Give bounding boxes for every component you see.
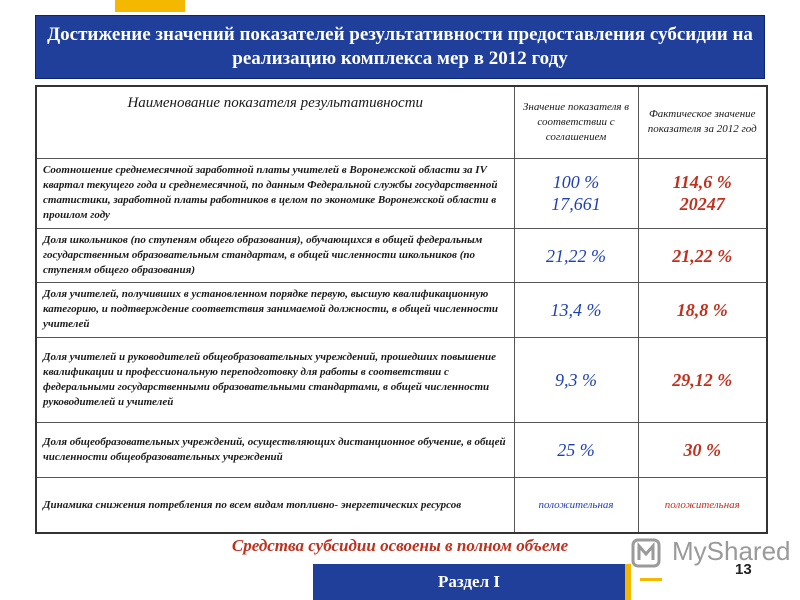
indicator-name: Динамика снижения потребления по всем видам топливно- энергетических ресурсов (36, 478, 514, 533)
plan-value-line: 100 % (552, 172, 600, 193)
plan-value (514, 158, 638, 228)
indicator-name: Доля школьников (по ступеням общего образования), обучающихся в общей федеральным государственным образовательным стандартам, в общей численности школьников (по ступеням общего образования) (36, 229, 514, 283)
column-header-plan: Значение показателя в соответствии с соглашением (514, 86, 638, 158)
plan-value: 25 % (514, 422, 638, 477)
plan-value-line: 17,661 (551, 194, 601, 215)
fact-value: 29,12 % (638, 337, 767, 422)
page-number: 13 (735, 561, 752, 578)
top-accent-bar (115, 0, 185, 12)
fact-value-line: 114,6 % (672, 172, 732, 193)
table-row (36, 422, 767, 477)
indicators-table (35, 85, 768, 534)
section-label: Раздел I (438, 572, 500, 591)
page-title: Достижение значений показателей результативности предоставления субсидии на реализацию комплекса мер в 2012 году (47, 24, 753, 69)
plan-value: положительная (514, 478, 638, 533)
title-banner (35, 15, 765, 79)
accent-divider (625, 564, 631, 600)
plan-value: 13,4 % (514, 283, 638, 337)
section-bar (313, 564, 625, 600)
fact-value: 18,8 % (638, 283, 767, 337)
plan-value: 9,3 % (514, 337, 638, 422)
footnote: Средства субсидии освоены в полном объеме (231, 536, 569, 555)
fact-value-line: 20247 (679, 194, 725, 215)
indicator-name: Доля учителей, получивших в установленном порядке первую, высшую квалификационную категорию, и подтверждение соответствия занимаемой должности, в общей численности учителей (36, 283, 514, 337)
column-header-fact: Фактическое значение показателя за 2012 год (638, 86, 767, 158)
table-row (36, 337, 767, 422)
indicator-name: Доля общеобразовательных учреждений, осуществляющих дистанционное обучение, в общей численности общеобразовательных учреждений (36, 422, 514, 477)
table-row (36, 229, 767, 283)
fact-value: положительная (638, 478, 767, 533)
fact-value (638, 158, 767, 228)
watermark-text: MyShared (672, 536, 791, 566)
table-row (36, 158, 767, 228)
accent-divider (640, 578, 662, 581)
column-header-name: Наименование показателя результативности (36, 86, 514, 158)
table-row (36, 283, 767, 337)
indicator-name: Соотношение среднемесячной заработной платы учителей в Воронежской области за IV квартал текущего года и среднемесячной, по данным Федеральной службы государственной статистики, заработной платы работников в целом по экономике Воронежской области в прошлом году (36, 158, 514, 228)
fact-value: 30 % (638, 422, 767, 477)
table-header-row (36, 86, 767, 158)
table-row (36, 478, 767, 533)
plan-value: 21,22 % (514, 229, 638, 283)
fact-value: 21,22 % (638, 229, 767, 283)
indicator-name: Доля учителей и руководителей общеобразовательных учреждений, прошедших повышение квалификации и профессиональную переподготовку для работы в соответствии с федеральными государственными образовательными стандартами, в общей численности руководителей и учителей (36, 337, 514, 422)
